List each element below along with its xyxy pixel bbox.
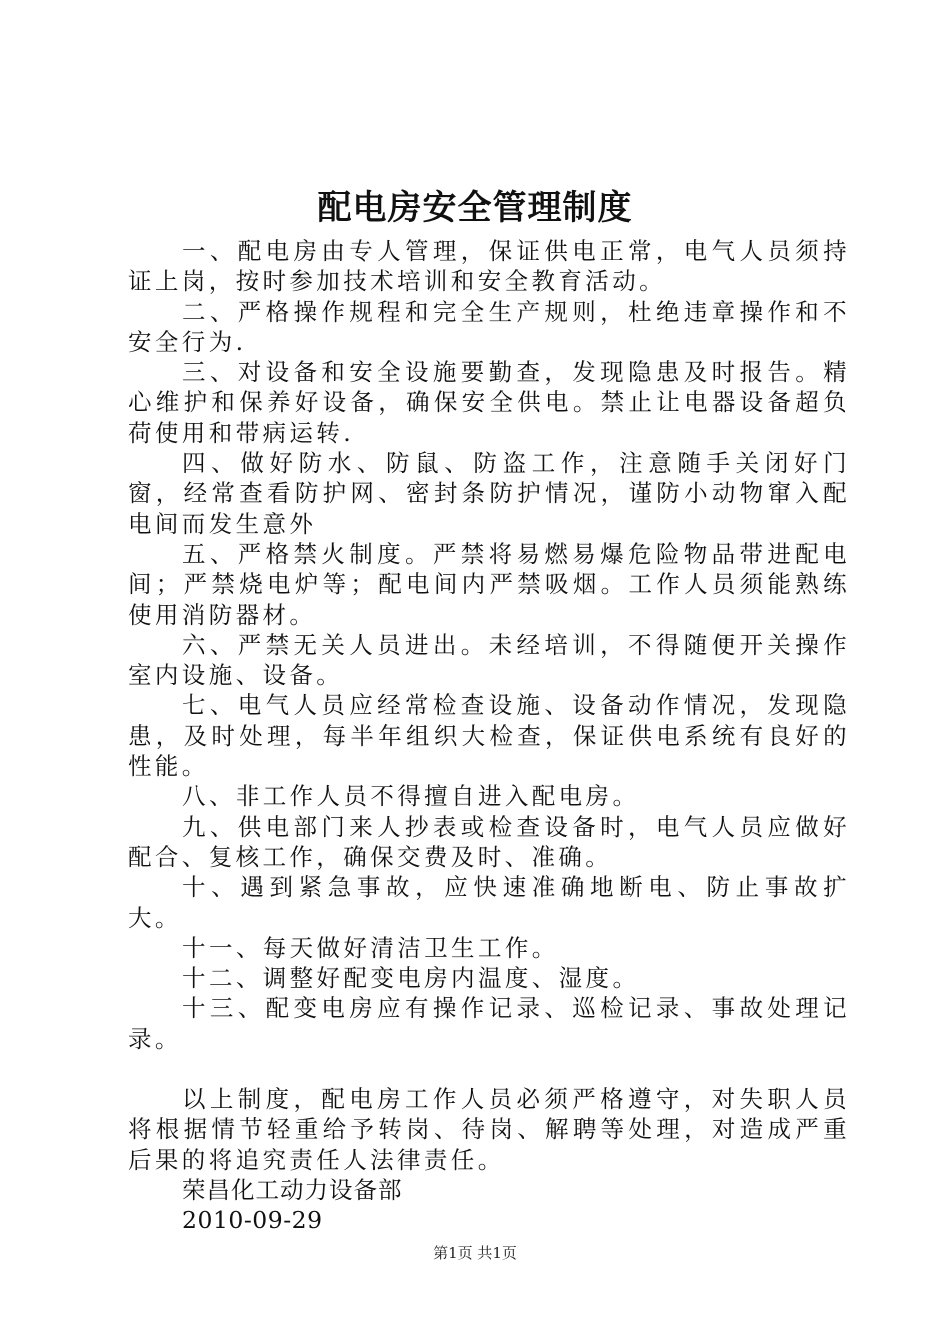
rule-paragraph-13: 十三、配变电房应有操作记录、巡检记录、事故处理记录。 [128, 994, 850, 1053]
rule-paragraph-8: 八、非工作人员不得擅自进入配电房。 [182, 782, 640, 811]
rule-paragraph-10: 十、遇到紧急事故，应快速准确地断电、防止事故扩大。 [128, 873, 850, 932]
rule-paragraph-11: 十一、每天做好清洁卫生工作。 [182, 933, 559, 962]
rule-paragraph-2: 二、严格操作规程和完全生产规则，杜绝违章操作和不安全行为. [128, 297, 850, 356]
rule-paragraph-4: 四、做好防水、防鼠、防盗工作，注意随手关闭好门窗，经常查看防护网、密封条防护情况，谨防小动物窜入配电间而发生意外 [128, 449, 850, 538]
rule-paragraph-9: 九、供电部门来人抄表或检查设备时，电气人员应做好配合、复核工作，确保交费及时、准确。 [128, 812, 850, 871]
document-title: 配电房安全管理制度 [317, 188, 633, 228]
closing-paragraph: 以上制度，配电房工作人员必须严格遵守，对失职人员将根据情节轻重给予转岗、待岗、解聘等处理，对造成严重后果的将追究责任人法律责任。 [128, 1085, 850, 1174]
document-body [128, 236, 850, 1236]
rule-paragraph-3: 三、对设备和安全设施要勤查，发现隐患及时报告。精心维护和保养好设备，确保安全供电。禁止让电器设备超负荷使用和带病运转. [128, 358, 850, 447]
rule-paragraph-7: 七、电气人员应经常检查设施、设备动作情况，发现隐患，及时处理，每半年组织大检查，保证供电系统有良好的性能。 [128, 691, 850, 781]
signature-organization: 荣昌化工动力设备部 [182, 1175, 403, 1204]
rule-paragraph-1: 一、配电房由专人管理，保证供电正常，电气人员须持证上岗，按时参加技术培训和安全教育活动。 [128, 237, 850, 296]
page-footer: 第1页 共1页 [433, 1244, 517, 1262]
rule-paragraph-12: 十二、调整好配变电房内温度、湿度。 [182, 964, 640, 993]
rule-paragraph-5: 五、严格禁火制度。严禁将易燃易爆危险物品带进配电间；严禁烧电炉等；配电间内严禁吸烟。工作人员须能熟练使用消防器材。 [128, 539, 850, 629]
rule-paragraph-6: 六、严禁无关人员进出。未经培训，不得随便开关操作室内设施、设备。 [128, 630, 850, 690]
signature-date: 2010-09-29 [182, 1206, 323, 1235]
